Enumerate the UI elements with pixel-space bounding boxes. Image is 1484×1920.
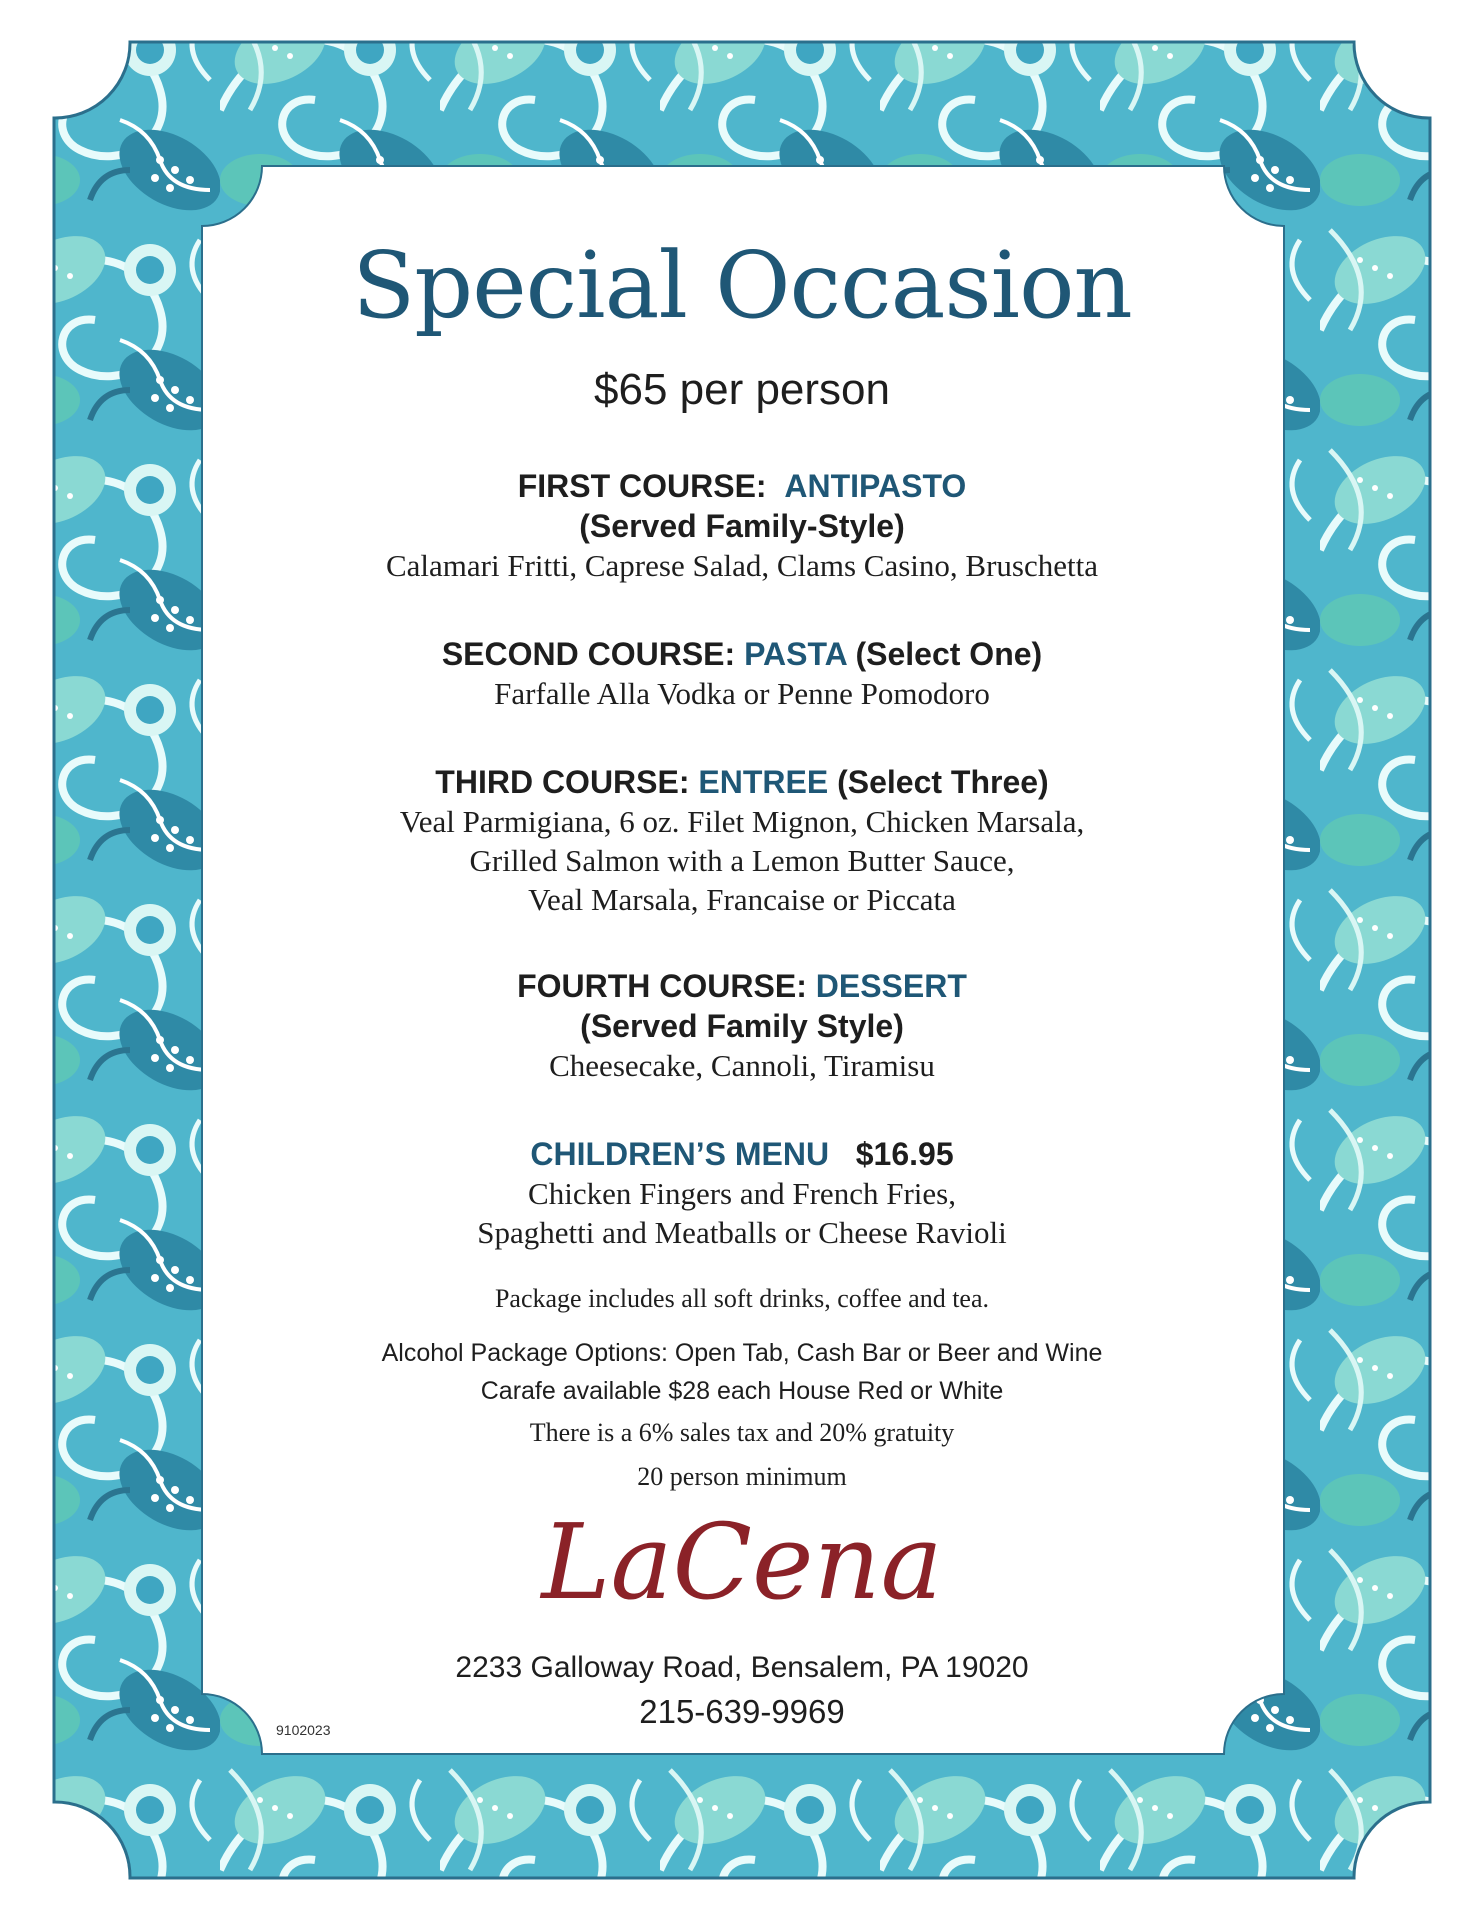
menu-title: Special Occasion bbox=[352, 232, 1132, 339]
course-items: Cheesecake, Cannoli, Tiramisu bbox=[549, 1048, 935, 1083]
second-course bbox=[170, 634, 1314, 713]
course-name: ANTIPASTO bbox=[784, 468, 967, 504]
course-item-line: Grilled Salmon with a Lemon Butter Sauce, bbox=[469, 843, 1015, 878]
childrens-menu-title: CHILDREN’S MENU bbox=[530, 1136, 830, 1172]
course-note: (Select Three) bbox=[837, 764, 1049, 800]
childrens-menu-price: $16.95 bbox=[855, 1136, 954, 1172]
course-name: DESSERT bbox=[815, 968, 967, 1004]
carafe-note: Carafe available $28 each House Red or White bbox=[480, 1377, 1004, 1405]
childrens-item-line: Spaghetti and Meatballs or Cheese Ravioli bbox=[477, 1215, 1007, 1250]
menu-content bbox=[170, 170, 1314, 1760]
childrens-menu-heading bbox=[170, 1134, 1314, 1174]
course-item-line: Veal Parmigiana, 6 oz. Filet Mignon, Chicken Marsala, bbox=[399, 804, 1085, 839]
course-name: PASTA bbox=[744, 636, 847, 672]
package-note: Package includes all soft drinks, coffee and tea. bbox=[494, 1284, 990, 1313]
fourth-course bbox=[170, 966, 1314, 1085]
price-per-person: $65 per person bbox=[594, 365, 890, 414]
minimum-note: 20 person minimum bbox=[637, 1462, 847, 1491]
fourth-course-heading bbox=[170, 966, 1314, 1006]
first-course bbox=[170, 466, 1314, 585]
first-course-heading bbox=[170, 466, 1314, 506]
course-note: (Select One) bbox=[855, 636, 1043, 672]
third-course-heading bbox=[170, 762, 1314, 802]
course-label: SECOND COURSE: bbox=[441, 636, 736, 672]
restaurant-logo: LaCena bbox=[541, 1501, 943, 1623]
course-label: THIRD COURSE: bbox=[435, 764, 690, 800]
childrens-item-line: Chicken Fingers and French Fries, bbox=[528, 1176, 956, 1211]
course-items: Farfalle Alla Vodka or Penne Pomodoro bbox=[494, 676, 990, 711]
course-items: Calamari Fritti, Caprese Salad, Clams Casino, Bruschetta bbox=[385, 548, 1098, 583]
second-course-heading bbox=[170, 634, 1314, 674]
alcohol-note: Alcohol Package Options: Open Tab, Cash Bar or Beer and Wine bbox=[381, 1339, 1103, 1367]
course-subtitle: (Served Family-Style) bbox=[579, 508, 905, 544]
course-name: ENTREE bbox=[698, 764, 829, 800]
restaurant-phone: 215-639-9969 bbox=[639, 1693, 845, 1730]
document-code: 9102023 bbox=[276, 1722, 331, 1738]
course-subtitle: (Served Family Style) bbox=[580, 1008, 904, 1044]
course-item-line: Veal Marsala, Francaise or Piccata bbox=[528, 882, 956, 917]
course-label: FIRST COURSE: bbox=[517, 468, 767, 504]
childrens-menu bbox=[170, 1134, 1314, 1252]
course-label: FOURTH COURSE: bbox=[517, 968, 807, 1004]
restaurant-address: 2233 Galloway Road, Bensalem, PA 19020 bbox=[455, 1651, 1029, 1684]
third-course bbox=[170, 762, 1314, 919]
tax-note: There is a 6% sales tax and 20% gratuity bbox=[529, 1418, 955, 1447]
